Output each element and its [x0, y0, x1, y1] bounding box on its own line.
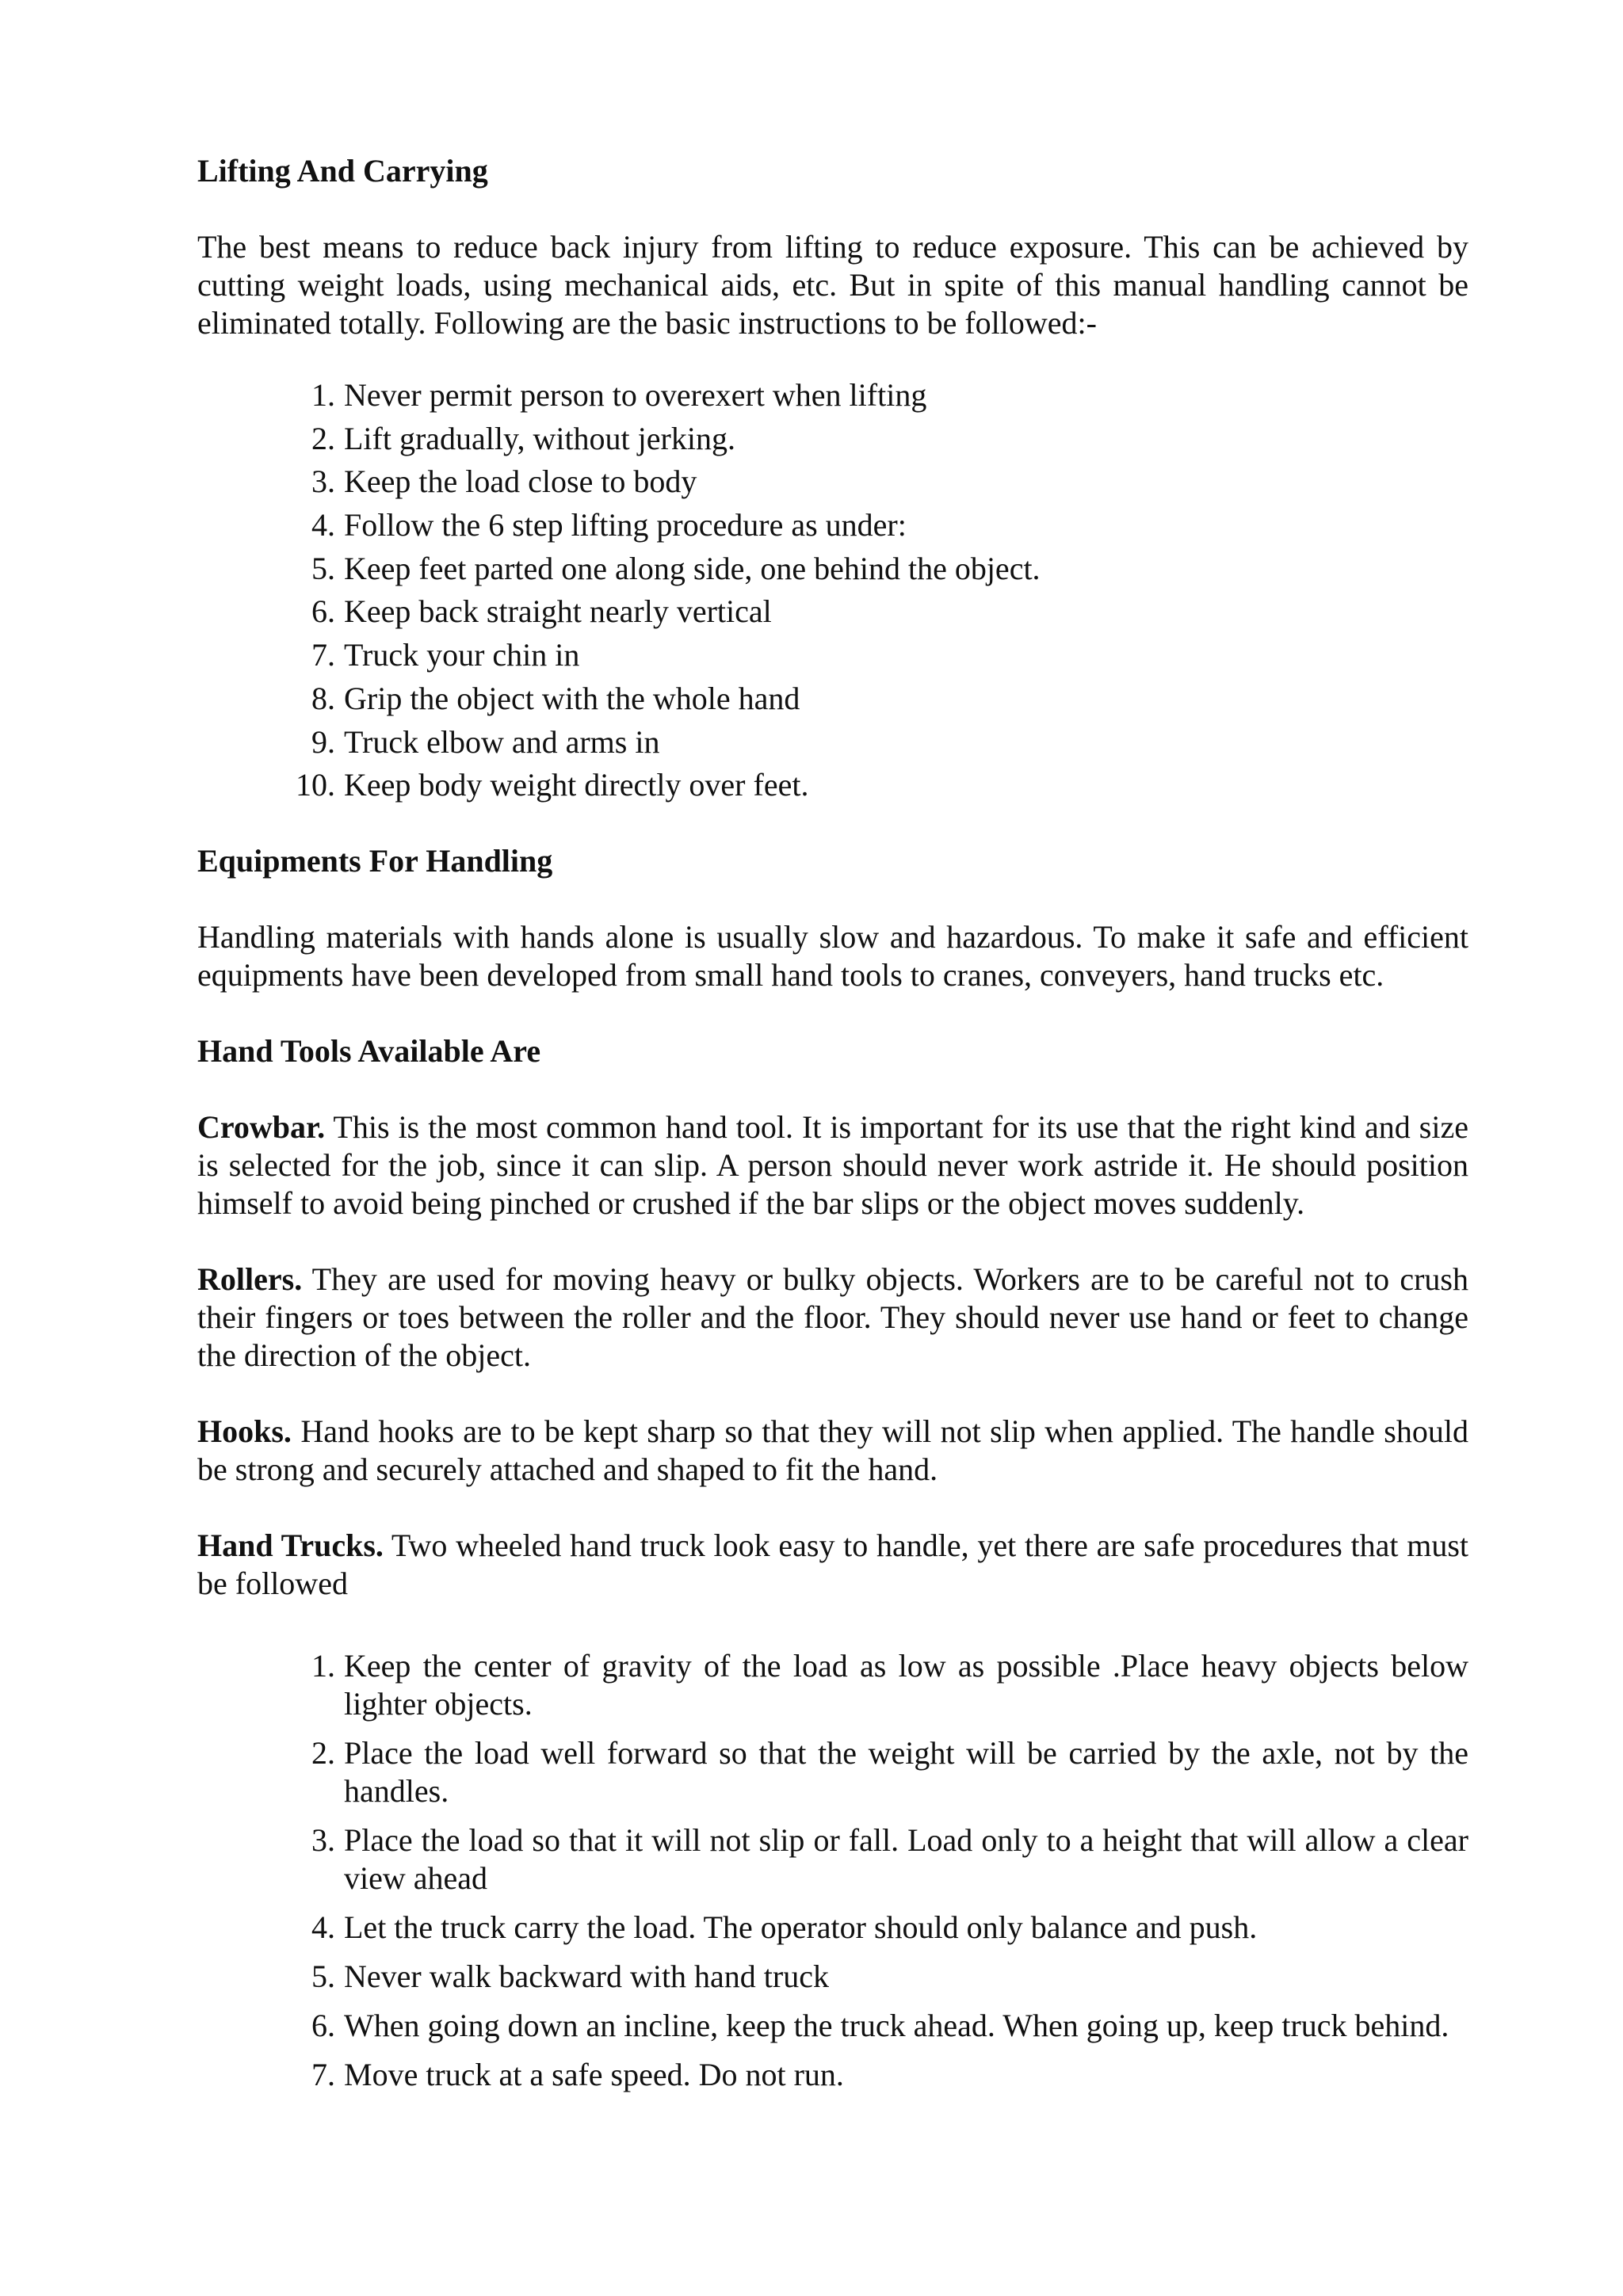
list-item: 6. Keep back straight nearly vertical — [311, 593, 772, 630]
list-item: 3. Keep the load close to body — [311, 463, 697, 500]
rollers-term: Rollers. — [197, 1261, 303, 1297]
hand-trucks-paragraph: Hand Trucks. Two wheeled hand truck look easy to handle, yet there are safe procedures that must be followed — [197, 1527, 1468, 1601]
lifting-instructions-list — [197, 374, 1468, 807]
list-item: 5. Never walk backward with hand truck — [311, 1958, 829, 1994]
list-item: 2. Lift gradually, without jerking. — [311, 420, 735, 456]
heading-equipments-for-handling: Equipments For Handling — [197, 842, 553, 879]
list-item: 10. Keep body weight directly over feet. — [296, 767, 809, 803]
list-item: 6. When going down an incline, keep the truck ahead. When going up, keep truck behind. — [311, 2007, 1449, 2043]
list-item: 4. Follow the 6 step lifting procedure as under: — [311, 507, 907, 543]
crowbar-paragraph: Crowbar. This is the most common hand tool. It is important for its use that the right kind and size is selected for the job, since it can slip. A person should never work astride it. He should position himself to avoid being pinched or crushed if the bar slips or the object moves suddenly. — [197, 1108, 1468, 1221]
crowbar-term: Crowbar. — [197, 1108, 326, 1145]
equipments-paragraph: Handling materials with hands alone is usually slow and hazardous. To make it safe and efficient equipments have been developed from small hand tools to cranes, conveyers, hand trucks etc. — [197, 918, 1468, 993]
hand-trucks-term: Hand Trucks. — [197, 1527, 384, 1563]
list-item: 8. Grip the object with the whole hand — [311, 680, 800, 716]
list-item: 4. Let the truck carry the load. The operator should only balance and push. — [311, 1909, 1258, 1945]
list-item: 7. Move truck at a safe speed. Do not run. — [311, 2056, 844, 2092]
list-item: 9. Truck elbow and arms in — [311, 723, 660, 760]
list-item: 1. Never permit person to overexert when lifting — [311, 377, 927, 413]
heading-hand-tools: Hand Tools Available Are — [197, 1032, 541, 1069]
hand-truck-procedures-list — [197, 1647, 1468, 2094]
hooks-paragraph: Hooks. Hand hooks are to be kept sharp so that they will not slip when applied. The handle should be strong and securely attached and shaped to fit the hand. — [197, 1413, 1468, 1487]
document-page — [197, 152, 1468, 2105]
heading-lifting-and-carrying: Lifting And Carrying — [197, 153, 488, 189]
intro-paragraph: The best means to reduce back injury from lifting to reduce exposure. This can be achieved by cutting weight loads, using mechanical aids, etc. But in spite of this manual handling cannot be eliminated totally. Following are the basic instructions to be followed:- — [197, 229, 1468, 341]
list-item: 7. Truck your chin in — [311, 637, 580, 673]
list-item: 3. Place the load so that it will not slip or fall. Load only to a height that will allow a clear view ahead — [311, 1821, 1468, 1896]
rollers-paragraph: Rollers. They are used for moving heavy or bulky objects. Workers are to be careful not to crush their fingers or toes between the roller and the floor. They should never use hand or feet to change the direction of the object. — [197, 1261, 1468, 1373]
list-item: 1. Keep the center of gravity of the load as low as possible .Place heavy objects below lighter objects. — [311, 1647, 1468, 1722]
hooks-term: Hooks. — [197, 1413, 292, 1449]
list-item: 2. Place the load well forward so that the weight will be carried by the axle, not by the handles. — [311, 1734, 1468, 1809]
list-item: 5. Keep feet parted one along side, one behind the object. — [311, 550, 1041, 586]
